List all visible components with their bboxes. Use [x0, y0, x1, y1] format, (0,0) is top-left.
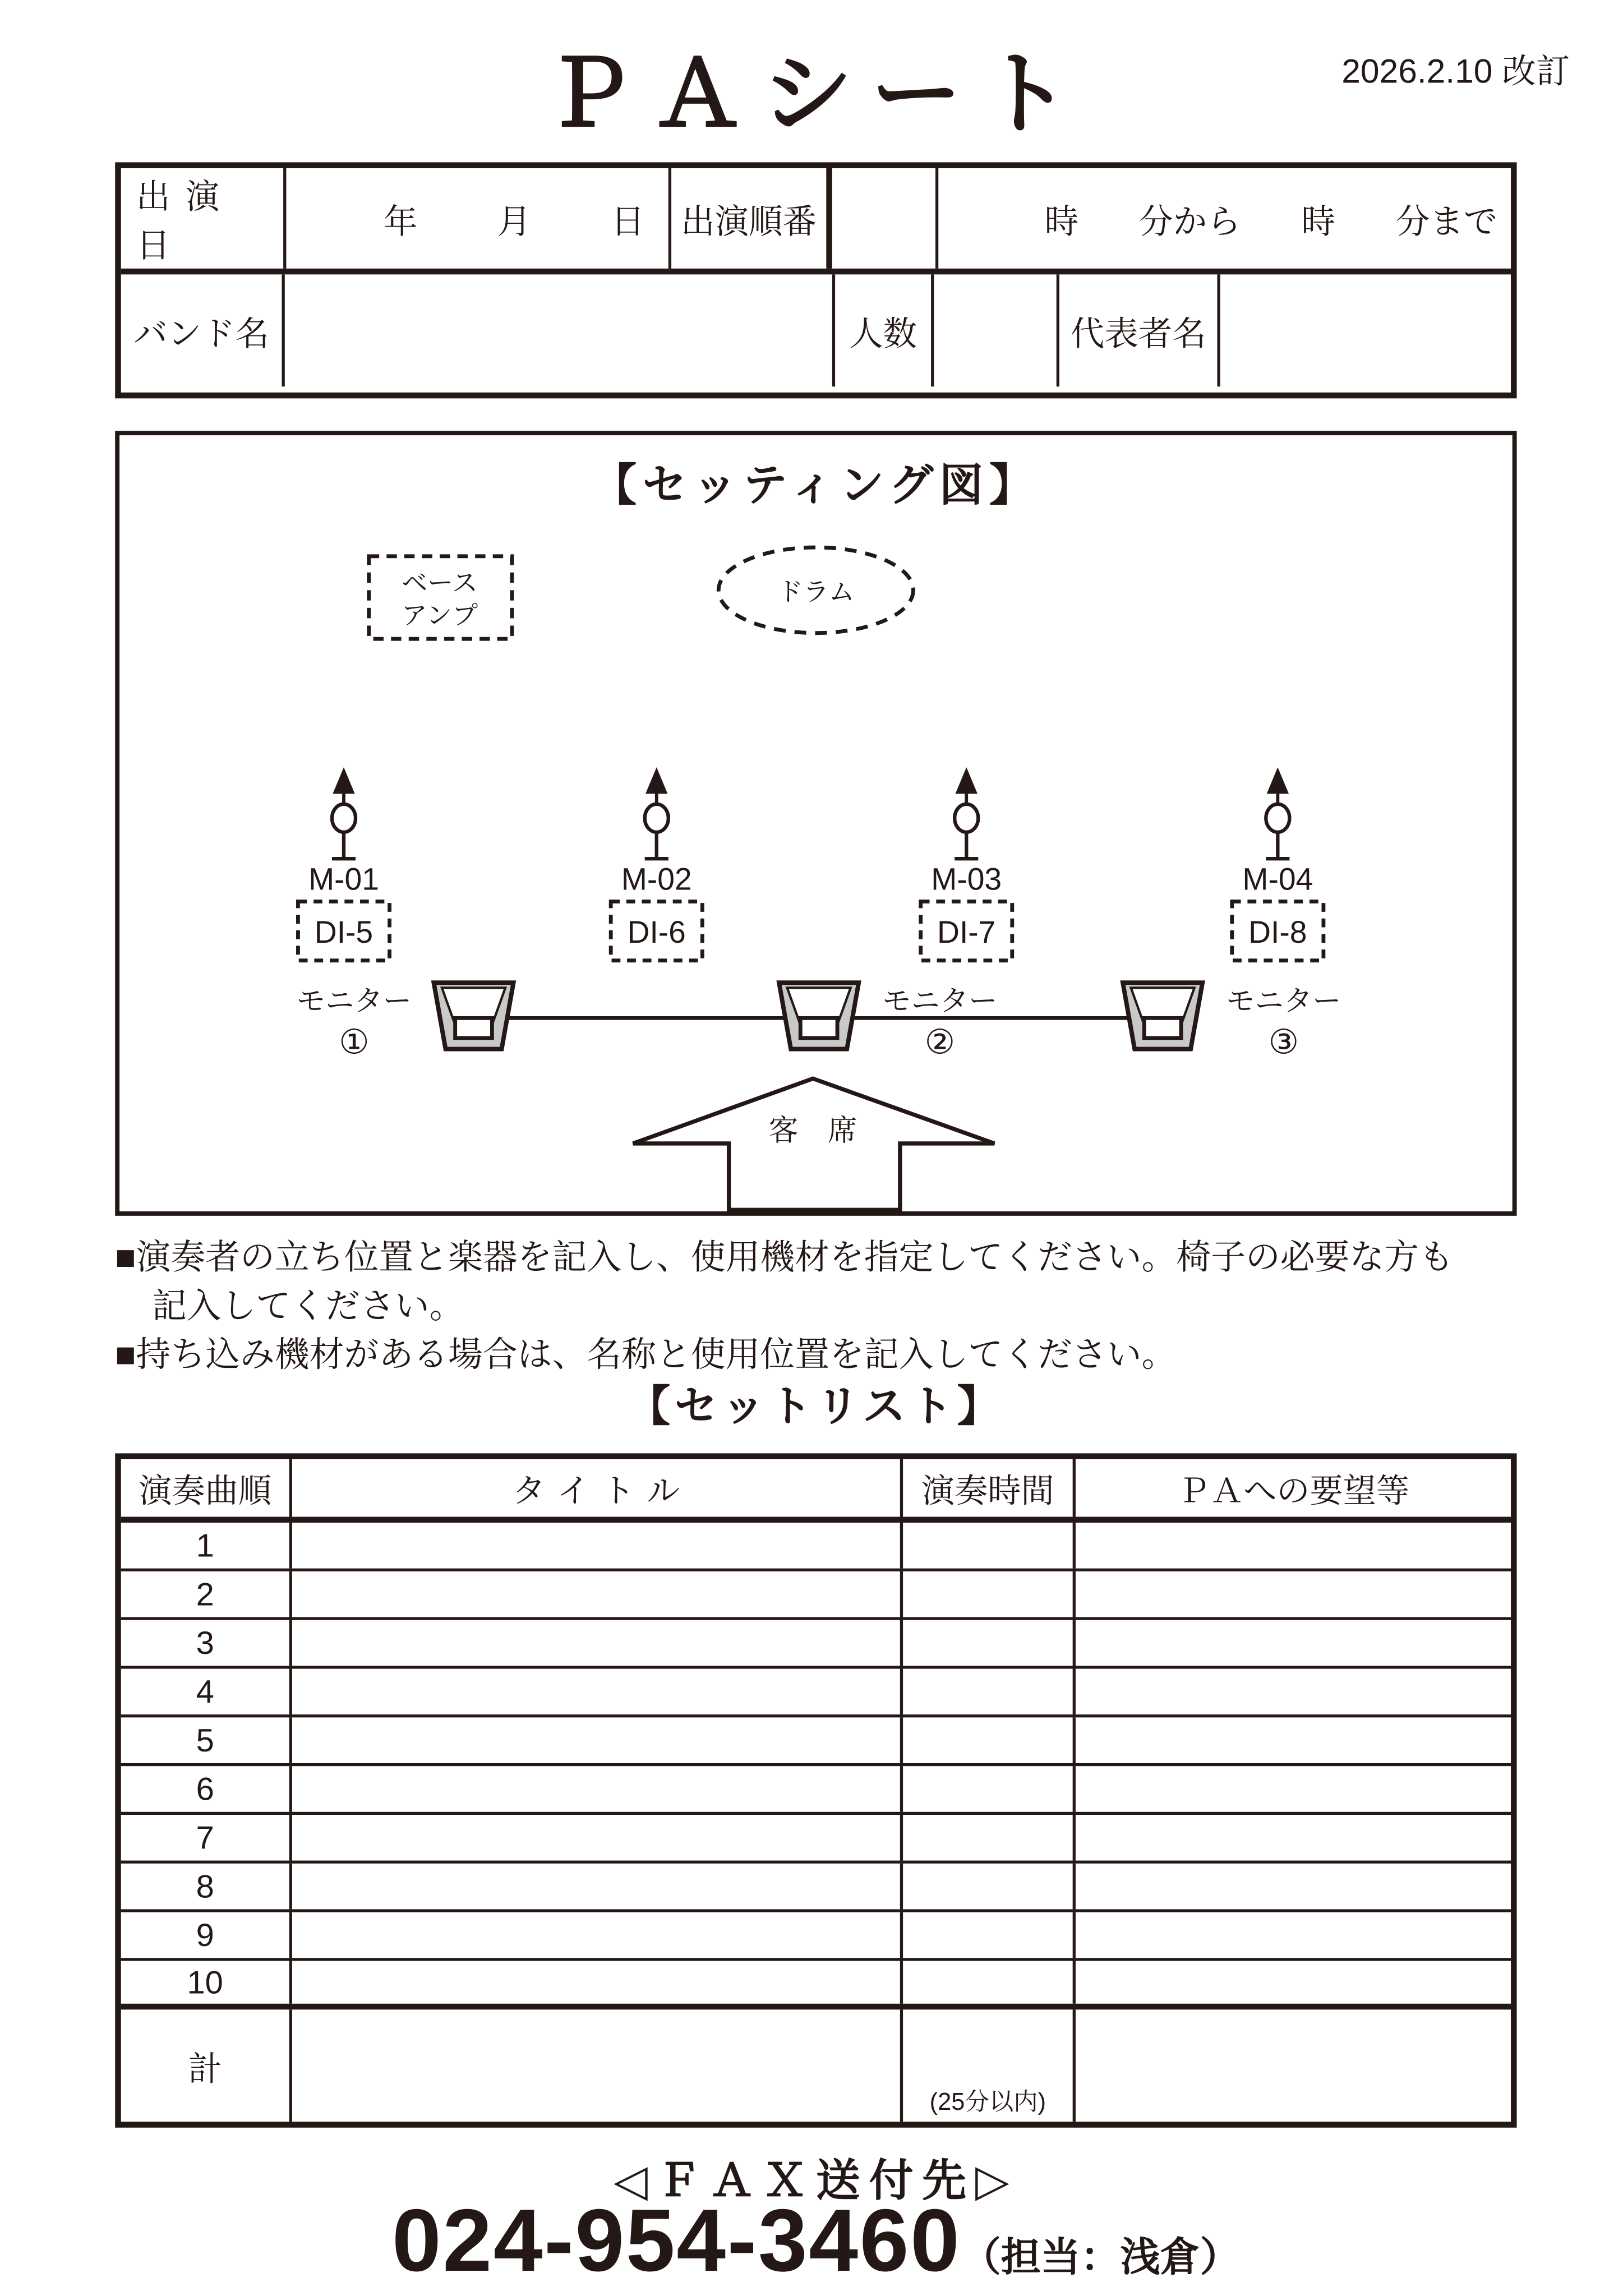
fax-number: 024-954-3460 — [391, 2191, 961, 2290]
bass-amp-label-line1: ベース — [402, 568, 478, 597]
year-unit: 年 — [384, 201, 418, 240]
info-row-date — [121, 168, 1511, 274]
pa-request-cell — [1076, 1620, 1511, 1666]
title-cell — [292, 1766, 903, 1812]
members-label: 人数 — [835, 274, 934, 386]
mic-label: M-03 — [931, 861, 1002, 897]
members-input-cell — [934, 274, 1059, 386]
time-input-cell — [938, 168, 1511, 269]
monitor-number: ① — [339, 1022, 370, 1061]
duration-cell — [903, 1912, 1076, 1958]
mic-label: M-02 — [621, 861, 692, 897]
monitor-wedge-icon — [779, 983, 859, 1049]
fax-line — [115, 2191, 1516, 2290]
duration-cell — [903, 1961, 1076, 2003]
representative-input-cell — [1220, 274, 1511, 386]
title-cell — [292, 1961, 903, 2003]
title-cell — [292, 1523, 903, 1569]
instruction-line: ■演奏者の立ち位置と楽器を記入し、使用機材を指定してください。椅子の必要な方も — [115, 1238, 1454, 1276]
title-cell — [292, 1912, 903, 1958]
audience-arrow — [633, 1078, 995, 1210]
pa-request-cell — [1076, 1717, 1511, 1763]
order-label: 出演順番 — [671, 168, 832, 269]
setlist-row — [121, 1766, 1511, 1815]
mic-icon — [332, 767, 356, 859]
pa-request-cell — [1076, 1815, 1511, 1861]
band-name-input-cell — [285, 274, 835, 386]
minute-from-unit: 分から — [1139, 201, 1241, 240]
revision-date: 2026.2.10 改訂 — [1341, 52, 1570, 90]
monitor-number: ③ — [1268, 1022, 1299, 1061]
duration-cell — [903, 1717, 1076, 1763]
fax-contact: （担当：浅倉） — [961, 2235, 1240, 2280]
col-header-order: 演奏曲順 — [121, 1459, 292, 1517]
di-label: DI-6 — [627, 915, 686, 950]
row-number: 3 — [121, 1620, 292, 1666]
setlist-row — [121, 1523, 1511, 1571]
info-row-band — [121, 274, 1511, 386]
setlist-row — [121, 1864, 1511, 1912]
hour-to-unit: 時 — [1301, 201, 1335, 240]
row-number: 6 — [121, 1766, 292, 1812]
time-limit-note: (25分以内) — [929, 2089, 1046, 2116]
di-label: DI-5 — [314, 915, 374, 950]
monitor-number: ② — [924, 1022, 956, 1061]
di-box — [611, 901, 702, 960]
page-title: ＰＡシート — [543, 44, 1089, 146]
day-unit: 日 — [611, 201, 645, 240]
col-header-title: タイトル — [292, 1459, 903, 1517]
row-number: 1 — [121, 1523, 292, 1569]
setlist-row — [121, 1961, 1511, 2009]
duration-cell — [903, 1523, 1076, 1569]
di-box — [1232, 901, 1324, 960]
duration-cell — [903, 1571, 1076, 1617]
mic-label: M-01 — [308, 861, 379, 897]
pa-request-cell — [1076, 1571, 1511, 1617]
fax-heading: ◁ＦＡＸ送付先▷ — [614, 2157, 1018, 2206]
drum-label: ドラム — [777, 577, 855, 606]
drum-circle — [718, 547, 913, 633]
monitor-wedge-icon — [1123, 983, 1202, 1049]
total-duration-cell — [903, 2009, 1076, 2122]
band-name-label: バンド名 — [121, 274, 285, 386]
setlist-table — [115, 1453, 1516, 2127]
row-number: 9 — [121, 1912, 292, 1958]
title-cell — [292, 1864, 903, 1910]
hour-from-unit: 時 — [1044, 201, 1079, 240]
setlist-header-row — [121, 1459, 1511, 1523]
col-header-pa-requests: ＰＡへの要望等 — [1177, 1472, 1410, 1509]
pa-request-cell — [1076, 1912, 1511, 1958]
minute-to-unit: 分まで — [1395, 201, 1498, 240]
title-cell — [292, 1815, 903, 1861]
date-input-cell — [286, 168, 671, 269]
date-label: 出演日 — [121, 168, 287, 269]
representative-label: 代表者名 — [1059, 274, 1220, 386]
setlist-total-row — [121, 2009, 1511, 2122]
mic-icon — [645, 767, 668, 859]
row-number: 8 — [121, 1864, 292, 1910]
monitor-label: モニター — [882, 985, 998, 1017]
row-number: 2 — [121, 1571, 292, 1617]
di-label: DI-8 — [1248, 915, 1307, 950]
di-box — [921, 901, 1012, 960]
setlist-row — [121, 1815, 1511, 1864]
mic-icon — [955, 767, 978, 859]
stage-diagram-canvas — [119, 509, 1513, 1215]
monitor-wedge-icon — [434, 983, 513, 1049]
pa-request-cell — [1076, 1961, 1511, 2003]
instruction-line: 記入してください。 — [151, 1287, 464, 1325]
pa-request-cell — [1076, 1766, 1511, 1812]
diagram-title: 【セッティング図】 — [592, 462, 1040, 511]
setlist-row — [121, 1620, 1511, 1669]
duration-cell — [903, 1766, 1076, 1812]
bass-amp-box — [369, 556, 512, 639]
duration-cell — [903, 1815, 1076, 1861]
total-pa-request-cell — [1076, 2009, 1511, 2122]
di-box — [298, 901, 389, 960]
title-cell — [292, 1620, 903, 1666]
setlist-row — [121, 1571, 1511, 1620]
di-label: DI-7 — [937, 915, 996, 950]
col-header-duration: 演奏時間 — [903, 1459, 1076, 1517]
instructions — [115, 1233, 1539, 1379]
pa-request-cell — [1076, 1669, 1511, 1715]
bass-amp-label-line2: アンプ — [401, 600, 478, 630]
total-title-cell — [292, 2009, 903, 2122]
title-cell — [292, 1717, 903, 1763]
row-number: 10 — [121, 1961, 292, 2003]
monitor-label: モニター — [296, 985, 412, 1017]
setlist-title: 【セットリスト】 — [627, 1384, 1004, 1431]
mic-label: M-04 — [1242, 861, 1313, 897]
title-cell — [292, 1571, 903, 1617]
row-number: 7 — [121, 1815, 292, 1861]
setlist-row — [121, 1912, 1511, 1961]
setlist-row — [121, 1669, 1511, 1718]
performance-info-table — [115, 162, 1516, 398]
duration-cell — [903, 1620, 1076, 1666]
mic-icon — [1266, 767, 1289, 859]
duration-cell — [903, 1669, 1076, 1715]
row-number: 5 — [121, 1717, 292, 1763]
order-input-cell — [832, 168, 938, 269]
audience-label: 客 席 — [768, 1114, 857, 1147]
month-unit: 月 — [497, 201, 532, 240]
pa-request-cell — [1076, 1523, 1511, 1569]
total-label: 計 — [121, 2009, 292, 2122]
title-cell — [292, 1669, 903, 1715]
stage-setting-diagram — [115, 431, 1516, 1216]
row-number: 4 — [121, 1669, 292, 1715]
duration-cell — [903, 1864, 1076, 1910]
monitor-label: モニター — [1226, 985, 1341, 1017]
setlist-row — [121, 1717, 1511, 1766]
pa-request-cell — [1076, 1864, 1511, 1910]
instruction-line: ■持ち込み機材がある場合は、名称と使用位置を記入してください。 — [115, 1335, 1177, 1374]
